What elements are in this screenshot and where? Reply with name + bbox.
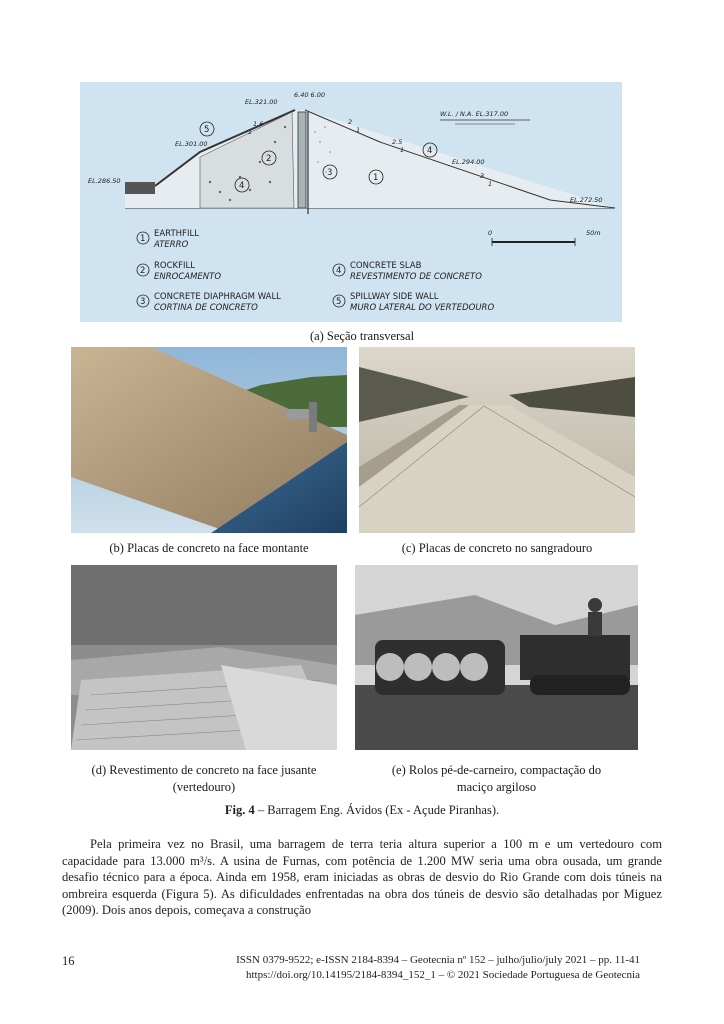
figure-caption [0, 803, 724, 818]
caption-photo-e-line2: maciço argiloso [456, 780, 537, 794]
zone-marker-5: 5 [204, 125, 210, 135]
legend-diaphragm-pt: CORTINA DE CONCRETO [154, 303, 258, 313]
label-el-294: EL.294.00 [452, 158, 485, 166]
zone-marker-4: 4 [427, 146, 433, 156]
label-el-286: EL.286.50 [88, 177, 121, 185]
caption-photo-e-line1: (e) Rolos pé-de-carneiro, compactação do [391, 763, 602, 777]
body-text [62, 836, 662, 919]
scale-fifty: 50m [586, 229, 601, 237]
scale-zero: 0 [488, 229, 493, 237]
slope-label: 1 [400, 146, 405, 154]
slope-label: 1 [488, 180, 493, 188]
legend-earthfill-pt: ATERRO [154, 240, 189, 250]
caption-photo-d-line1: (d) Revestimento de concreto na face jusante [91, 763, 317, 777]
legend-slab-en: CONCRETE SLAB [350, 261, 422, 271]
label-el-321: EL.321.00 [245, 98, 278, 106]
zone-marker-1: 1 [373, 173, 379, 183]
caption-section: (a) Seção transversal [309, 329, 415, 343]
legend-slab-pt: REVESTIMENTO DE CONCRETO [350, 272, 482, 282]
legend-earthfill-en: EARTHFILL [154, 229, 199, 239]
zone-marker-3: 3 [327, 168, 333, 178]
photo-sheepsfoot-rollers [355, 565, 638, 750]
caption-photo-c: (c) Placas de concreto no sangradouro [401, 541, 593, 555]
label-el-301: EL.301.00 [175, 140, 208, 148]
footer-issn: ISSN 0379-9522; e-ISSN 2184-8394 – Geotecnia nº 152 – julho/julio/july 2021 – pp. 11-41 [236, 954, 640, 966]
caption-photo-d [71, 762, 337, 796]
caption-photo-d-line2: (vertedouro) [172, 780, 236, 794]
cross-section-drawing [80, 82, 622, 322]
zone-marker-2: 2 [266, 154, 272, 164]
figure-title: – Barragem Eng. Ávidos (Ex - Açude Piranhas). [254, 803, 500, 817]
body-paragraph: Pela primeira vez no Brasil, uma barragem de terra teria altura superior a 100 m e um vertedouro com capacidade para 13.000 m³/s. A usina de Furnas, com potência de 1.200 MW seria uma obra ousada, um grande desafio técnico para a época. Ainda em 1958, eram iniciadas as obras de desvio do Rio Grande com dois túneis na ombreira esquerda (Figura 5). As dificuldades enfrentadas na obra dos túneis de desvio são detalhadas por Miguez (2009). Dois anos depois, começava a construção [62, 837, 662, 917]
page-number: 16 [62, 954, 75, 968]
caption-photo-b: (b) Placas de concreto na face montante [109, 541, 309, 555]
legend-spillway-pt: MURO LATERAL DO VERTEDOURO [350, 303, 495, 313]
photo-downstream-lining [71, 565, 337, 750]
legend-diaphragm-en: CONCRETE DIAPHRAGM WALL [154, 292, 281, 302]
slope-label: 3 [480, 172, 485, 180]
photo-upstream-face [71, 347, 347, 533]
label-el-272: EL.272.50 [570, 196, 603, 204]
legend-rockfill-en: ROCKFILL [154, 261, 195, 271]
legend-number: 4 [336, 266, 342, 276]
caption-photo-e [355, 762, 638, 796]
zone-marker-4: 4 [239, 181, 245, 191]
legend-number: 1 [140, 234, 146, 244]
slope-label: 1 [248, 128, 253, 136]
legend-number: 2 [140, 266, 146, 276]
figure-label: Fig. 4 [224, 803, 255, 817]
legend-spillway-en: SPILLWAY SIDE WALL [350, 292, 439, 302]
legend-rockfill-pt: ENROCAMENTO [154, 272, 222, 282]
slope-label: 2 [348, 118, 353, 126]
slope-label: 2.5 [392, 138, 403, 146]
slope-label: 1 [356, 126, 361, 134]
footer-doi: https://doi.org/10.14195/2184-8394_152_1 – © 2021 Sociedade Portuguesa de Geotecnia [245, 969, 640, 981]
slope-label: 1.6 [253, 120, 264, 128]
photo-spillway-slabs [359, 347, 635, 533]
legend-number: 3 [140, 297, 146, 307]
legend-number: 5 [336, 297, 342, 307]
label-water-level: W.L. / N.A. EL.317.00 [440, 110, 509, 118]
label-crest-width: 6.40 6.00 [294, 91, 326, 99]
